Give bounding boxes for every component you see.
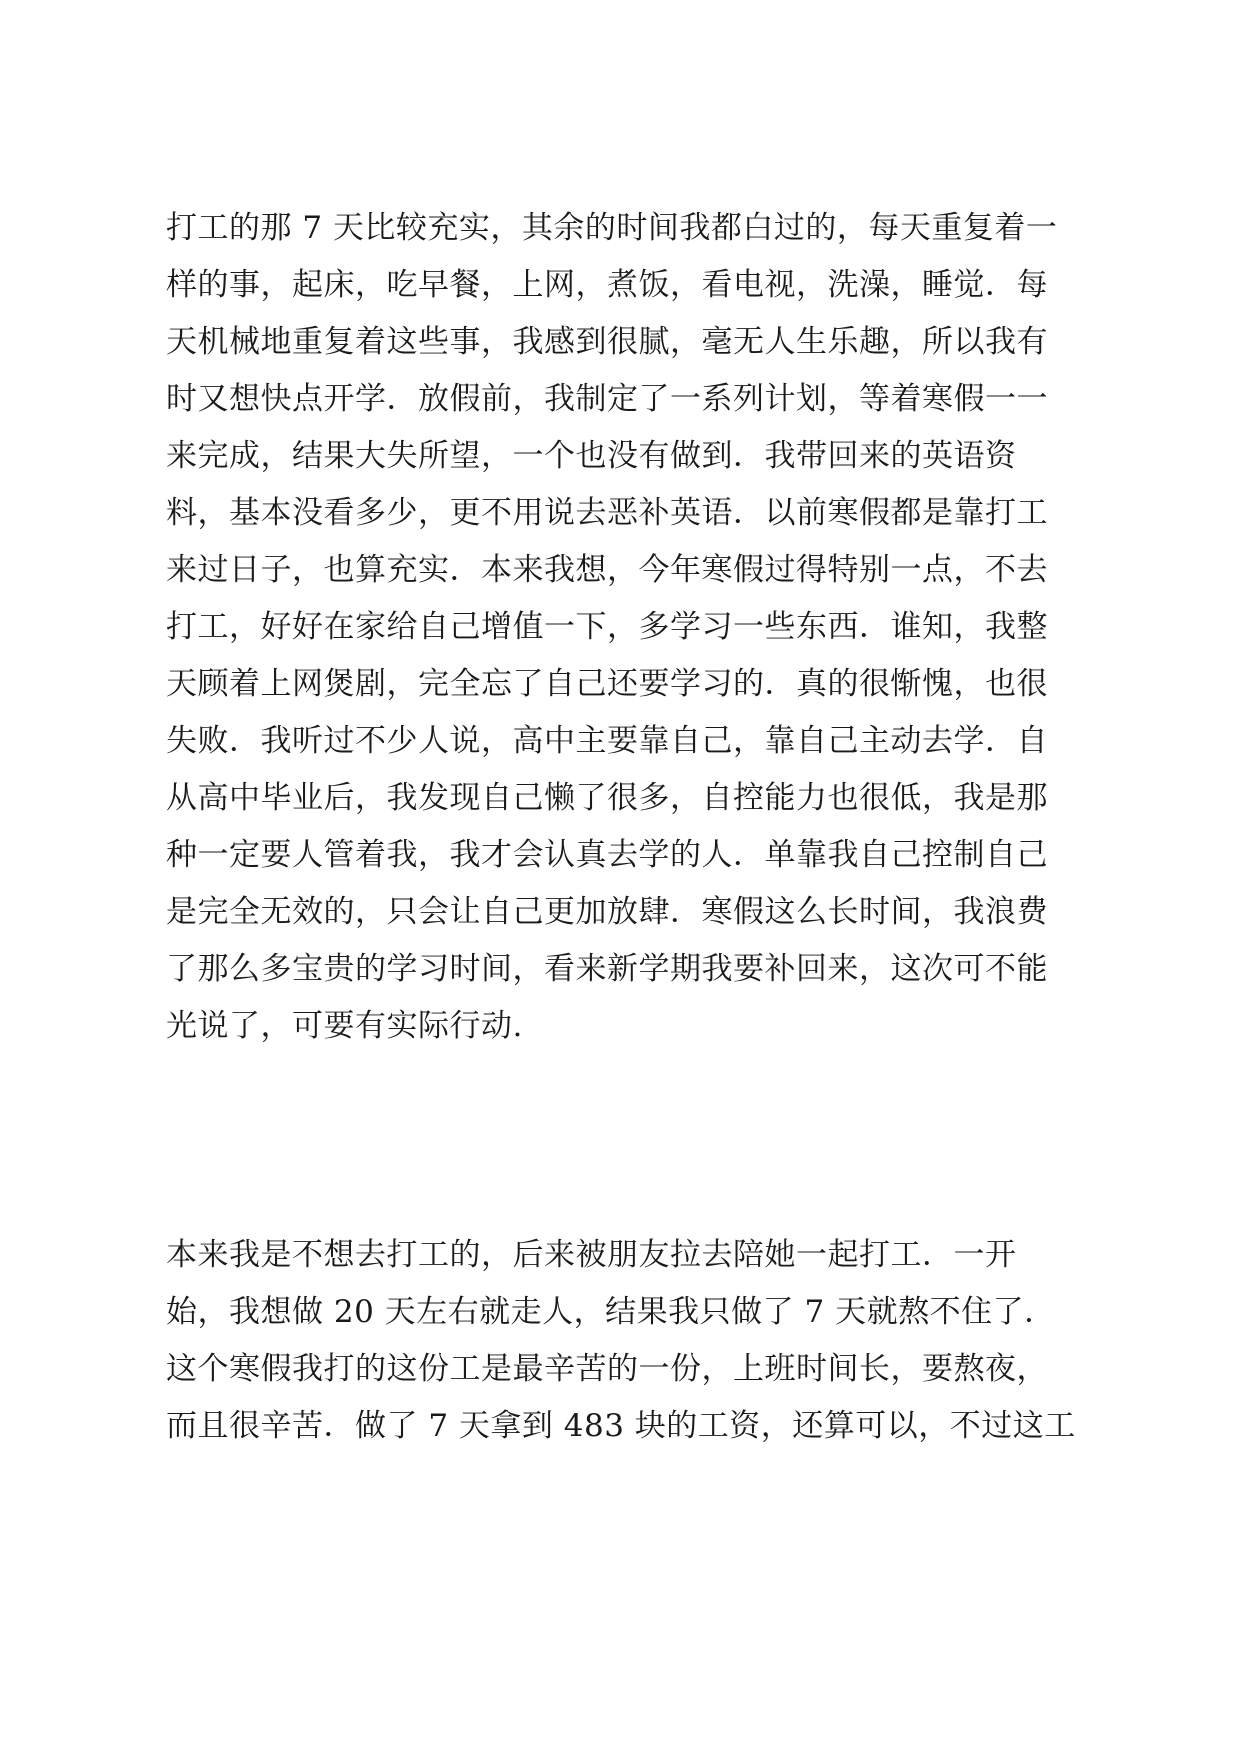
text-line: 始，我想做 20 天左右就走人，结果我只做了 7 天就熬不住了． [166,1294,1056,1330]
text-line: 是完全无效的，只会让自己更加放肆．寒假这么长时间，我浪费 [166,894,1048,930]
text-line: 天顾着上网煲剧，完全忘了自己还要学习的．真的很惭愧，也很 [166,666,1048,702]
text-line: 来过日子，也算充实．本来我想，今年寒假过得特别一点，不去 [166,552,1048,588]
text-line: 光说了，可要有实际行动. [166,1008,523,1044]
text-line: 天机械地重复着这些事，我感到很腻，毫无人生乐趣，所以我有 [166,324,1048,360]
text-line: 本来我是不想去打工的，后来被朋友拉去陪她一起打工．一开 [166,1237,1017,1273]
text-line: 时又想快点开学．放假前，我制定了一系列计划，等着寒假一一 [166,381,1048,417]
text-line: 样的事，起床，吃早餐，上网，煮饭，看电视，洗澡，睡觉．每 [166,267,1048,303]
text-line: 来完成，结果大失所望，一个也没有做到．我带回来的英语资 [166,438,1017,474]
text-line: 了那么多宝贵的学习时间，看来新学期我要补回来，这次可不能 [166,951,1048,987]
text-line: 料，基本没看多少，更不用说去恶补英语．以前寒假都是靠打工 [166,495,1048,531]
text-line: 种一定要人管着我，我才会认真去学的人．单靠我自己控制自己 [166,837,1048,873]
text-line: 从高中毕业后，我发现自己懒了很多，自控能力也很低，我是那 [166,780,1048,816]
text-line: 而且很辛苦．做了 7 天拿到 483 块的工资，还算可以，不过这工 [166,1408,1076,1444]
text-line: 这个寒假我打的这份工是最辛苦的一份，上班时间长，要熬夜， [166,1351,1048,1387]
text-line: 打工，好好在家给自己增值一下，多学习一些东西．谁知，我整 [166,609,1048,645]
text-line: 打工的那 7 天比较充实，其余的时间我都白过的，每天重复着一 [166,210,1058,246]
text-line: 失败．我听过不少人说，高中主要靠自己，靠自己主动去学．自 [166,723,1048,759]
